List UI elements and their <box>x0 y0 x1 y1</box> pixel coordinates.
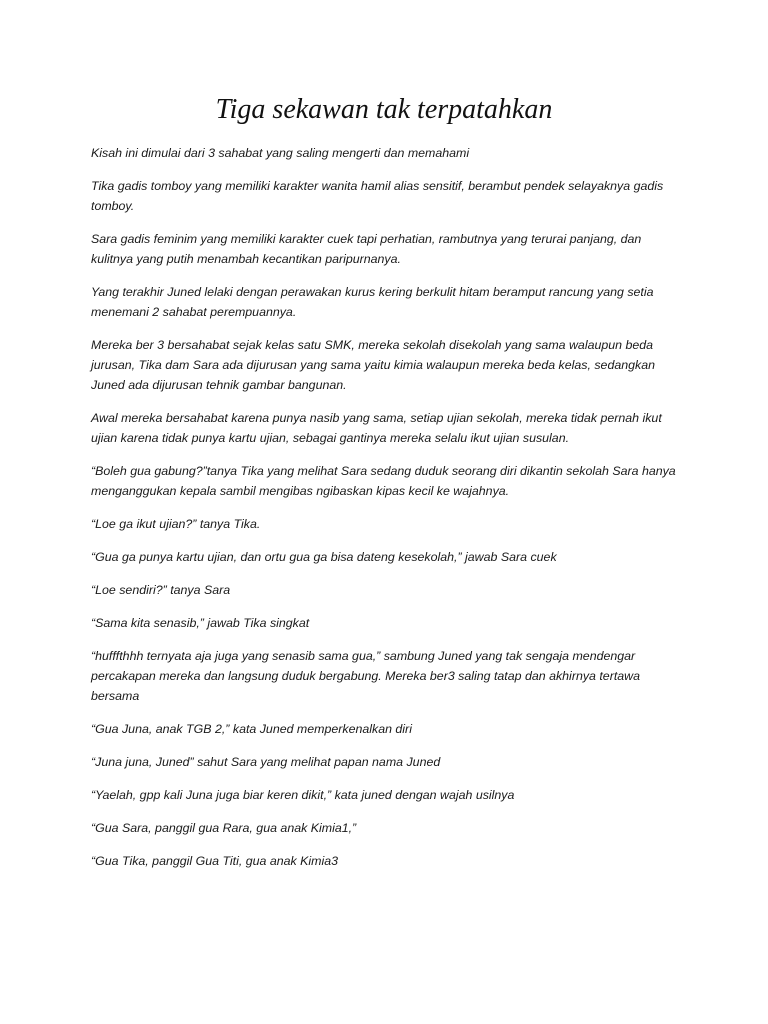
paragraph: “Juna juna, Juned” sahut Sara yang melihat papan nama Juned <box>91 755 441 769</box>
document-body <box>91 143 681 884</box>
paragraph: “Gua ga punya kartu ujian, dan ortu gua ga bisa dateng kesekolah,” jawab Sara cuek <box>91 550 557 564</box>
paragraph: Sara gadis feminim yang memiliki karakter cuek tapi perhatian, rambutnya yang terurai panjang, dan kulitnya yang putih menambah kecantikan paripurnanya. <box>91 232 642 266</box>
paragraph: Kisah ini dimulai dari 3 sahabat yang saling mengerti dan memahami <box>91 146 470 160</box>
paragraph: “Gua Sara, panggil gua Rara, gua anak Kimia1,” <box>91 821 357 835</box>
paragraph: “Loe sendiri?” tanya Sara <box>91 583 231 597</box>
document-title: Tiga sekawan tak terpatahkan <box>215 94 553 125</box>
paragraph: “Sama kita senasib,” jawab Tika singkat <box>91 616 310 630</box>
paragraph: Mereka ber 3 bersahabat sejak kelas satu SMK, mereka sekolah disekolah yang sama walaupun beda jurusan, Tika dam Sara ada dijurusan yang sama yaitu kimia walaupun mereka beda kelas, sedangkan Juned ada dijurusan tehnik gambar bangunan. <box>91 338 655 392</box>
paragraph: “Yaelah, gpp kali Juna juga biar keren dikit,” kata juned dengan wajah usilnya <box>91 788 515 802</box>
paragraph: “Gua Juna, anak TGB 2,” kata Juned memperkenalkan diri <box>91 722 412 736</box>
paragraph: Tika gadis tomboy yang memiliki karakter wanita hamil alias sensitif, berambut pendek selayaknya gadis tomboy. <box>91 179 664 213</box>
paragraph: Awal mereka bersahabat karena punya nasib yang sama, setiap ujian sekolah, mereka tidak pernah ikut ujian karena tidak punya kartu ujian, sebagai gantinya mereka selalu ikut ujian susulan. <box>91 411 662 445</box>
paragraph: “Loe ga ikut ujian?” tanya Tika. <box>91 517 261 531</box>
paragraph: Yang terakhir Juned lelaki dengan perawakan kurus kering berkulit hitam beramput rancung yang setia menemani 2 sahabat perempuannya. <box>91 285 654 319</box>
paragraph: “Gua Tika, panggil Gua Titi, gua anak Kimia3 <box>91 854 339 868</box>
paragraph: “hufffthhh ternyata aja juga yang senasib sama gua,” sambung Juned yang tak sengaja mendengar percakapan mereka dan langsung duduk bergabung. Mereka ber3 saling tatap dan akhirnya tertawa bersama <box>91 649 640 703</box>
paragraph: “Boleh gua gabung?”tanya Tika yang melihat Sara sedang duduk seorang diri dikantin sekolah Sara hanya menganggukan kepala sambil mengibas ngibaskan kipas kecil ke wajahnya. <box>91 464 676 498</box>
